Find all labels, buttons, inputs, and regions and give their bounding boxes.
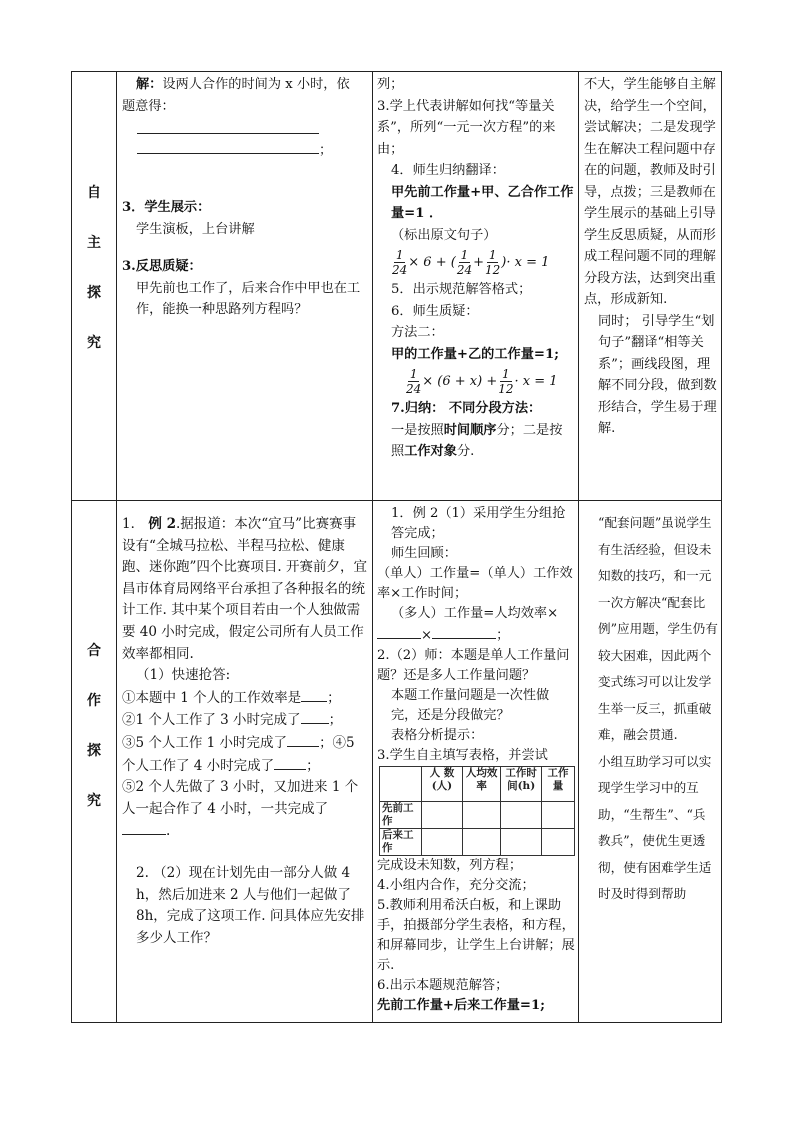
table-header-cell (380, 767, 422, 802)
reflect-title: 3.反思质疑： (122, 259, 202, 274)
text-line: 3.学生自主填写表格，并尝试 (377, 748, 548, 763)
question-2: ②1 个人工作了 3 小时完成了 ； (122, 709, 367, 732)
text-line: 方法二： (391, 325, 444, 340)
cooperative-student-activity (122, 514, 367, 949)
text-line: 5.教师利用希沃白板，和上课助手，拍摄部分学生表格，和方程，和屏幕同步，让学生上台讲解；展示. (377, 898, 575, 973)
text-line: 甲先前工作量+甲、乙合作工作量=1 ． (391, 184, 574, 221)
text-line: 完成设未知数，列方程； (377, 858, 523, 873)
summary-text: 一是按照时间顺序分；二是按照工作对象分. (391, 422, 563, 459)
question-2-text: 2. （2）现在计划先由一部分人做 4 h，然后加进来 2 人与他们一起做了 8h，完成了这项工作. 问具体应先安排多少人工作？ (136, 864, 365, 946)
table-header-cell: 工作量 (542, 767, 575, 802)
text-line: 4.小组内合作，充分交流； (377, 878, 535, 893)
equation-2: $\frac{1}{24}$ × (6 + x) + $\frac{1}{12}$ · x = 1 (406, 367, 558, 396)
label-char: 探 (87, 285, 101, 301)
label-char: 合 (87, 643, 101, 659)
label-char: 究 (87, 793, 101, 809)
solution-text: 题意得： (122, 98, 175, 114)
text-line: 先前工作量+后来工作量=1; (377, 998, 546, 1013)
text-line: 本题工作量问题是一次性做完，还是分段做完？ (391, 688, 550, 723)
table-row: 后来工作 (380, 829, 575, 856)
question-1: ①本题中 1 个人的工作效率是 ； (122, 687, 367, 710)
design-intent-text: 同时； 引导学生“划句子”翻译“相等关系”；画线段图，理解不同分段，做到数形结合，学生易于理解. (598, 313, 717, 436)
summary-title: 7.归纳： 不同分段方法： (391, 401, 542, 416)
label-char: 究 (87, 335, 101, 351)
text-line: （单人）工作量=（单人）工作效率×工作时间； (377, 566, 573, 601)
text-line: 甲的工作量+乙的工作量=1; (391, 346, 560, 362)
table-row: 先前工作 (380, 802, 575, 829)
text-line: 2.（2）师：本题是单人工作量问题？还是多人工作量问题？ (377, 648, 570, 683)
text-line: 6．师生质疑： (391, 303, 479, 319)
reflect-text: 甲先前也工作了，后来合作中甲也在工作，能换一种思路列方程吗？ (136, 280, 361, 317)
section-label-cooperative-study (72, 640, 116, 810)
table-header-cell: 人 数(人) (421, 767, 462, 802)
text-line: （多人）工作量=人均效率× (391, 606, 559, 621)
table-header-cell: 工作时间(h) (501, 767, 542, 802)
answer-blank-2: ； (137, 139, 367, 162)
design-intent-text: 小组互助学习可以实现学生学习中的互助，“生帮生”、“兵教兵”，使优生更透彻，使有困难学生适时及时得到帮助 (598, 753, 712, 901)
quick-answer-title: （1）快速抢答: (136, 667, 231, 684)
solution-text: 设两人合作的时间为 x 小时，依 (162, 77, 350, 92)
self-study-student-activity (122, 74, 367, 321)
analysis-table (379, 766, 575, 856)
cooperative-design-intent (584, 510, 718, 908)
label-char: 作 (87, 693, 101, 709)
label-char: 自 (87, 185, 101, 201)
cooperative-teacher-activity (377, 504, 575, 1016)
question-5: ⑤2 个人先做了 3 小时，又加进来 1 个人一起合作了 4 小时，一共完成了. (122, 779, 359, 840)
design-intent-text: 不大，学生能够自主解决，给学生一个空间，尝试解决；二是发现学生在解决工程问题中存在的问题，教师及时引导，点拨；三是教师在学生展示的基础上引导学生反思质疑，从而形成工程问题不同的理解分段方法，达到突出重点，形成新知. (584, 77, 716, 307)
student-show-title: 3．学生展示： (122, 200, 211, 215)
text-line: 1．例 2（1）采用学生分组抢答完成； (391, 506, 566, 541)
text-line: 师生回顾： (391, 546, 457, 561)
text-line: 列； (377, 77, 404, 92)
text-line: × ； (377, 624, 575, 646)
equation-1: $\frac{1}{24}$ × 6 + ( $\frac{1}{24}$ + $\frac{1}{12}$ )· x = 1 (392, 248, 550, 277)
text-line: 6.出示本题规范解答； (377, 978, 509, 993)
section-label-self-study (72, 182, 116, 352)
lesson-table (71, 71, 722, 1023)
label-char: 探 (87, 743, 101, 759)
column-divider (116, 72, 117, 1022)
student-show-text: 学生演板，上台讲解 (136, 221, 255, 237)
row-divider (72, 500, 721, 501)
design-intent-text: “配套问题”虽说学生有生活经验，但设未知数的技巧，和一元一次方解决“配套比例”应用题，学生仍有较大困难，因此两个变式练习可以让发学生举一反三，抓重破难，融会贯通. (598, 515, 718, 742)
solution-label: 解： (136, 77, 163, 92)
self-study-teacher-activity (377, 74, 575, 463)
text-line: 4．师生归纳翻译： (391, 163, 505, 178)
text-line: 5．出示规范解答格式； (391, 282, 532, 297)
column-divider (578, 72, 579, 1022)
self-study-design-intent (584, 74, 718, 440)
column-divider (372, 72, 373, 1022)
table-header-cell: 人均效率 (462, 767, 500, 802)
question-3-4: ③5 个人工作 1 小时完成了 ；④5 个人工作了 4 小时完成了 ； (122, 732, 367, 777)
example-2-text: 1． 例 2.据报道：本次“宜马”比赛赛事设有“全城马拉松、半程马拉松、健康跑、迷你跑”四个比赛项目. 开赛前夕，宜昌市体育局网络平台承担了各种报名的统计工作. 其中某个项目若由一个人独做需要 40 小时完成，假定公司所有人员工作效率都相同. (122, 516, 367, 662)
text-line: 3.学上代表讲解如何找“等量关系”，所列“一元一次方程”的来由； (377, 98, 556, 157)
text-line: （标出原文句子） (391, 227, 497, 243)
text-line: 表格分析提示： (391, 728, 484, 743)
label-char: 主 (87, 235, 101, 251)
